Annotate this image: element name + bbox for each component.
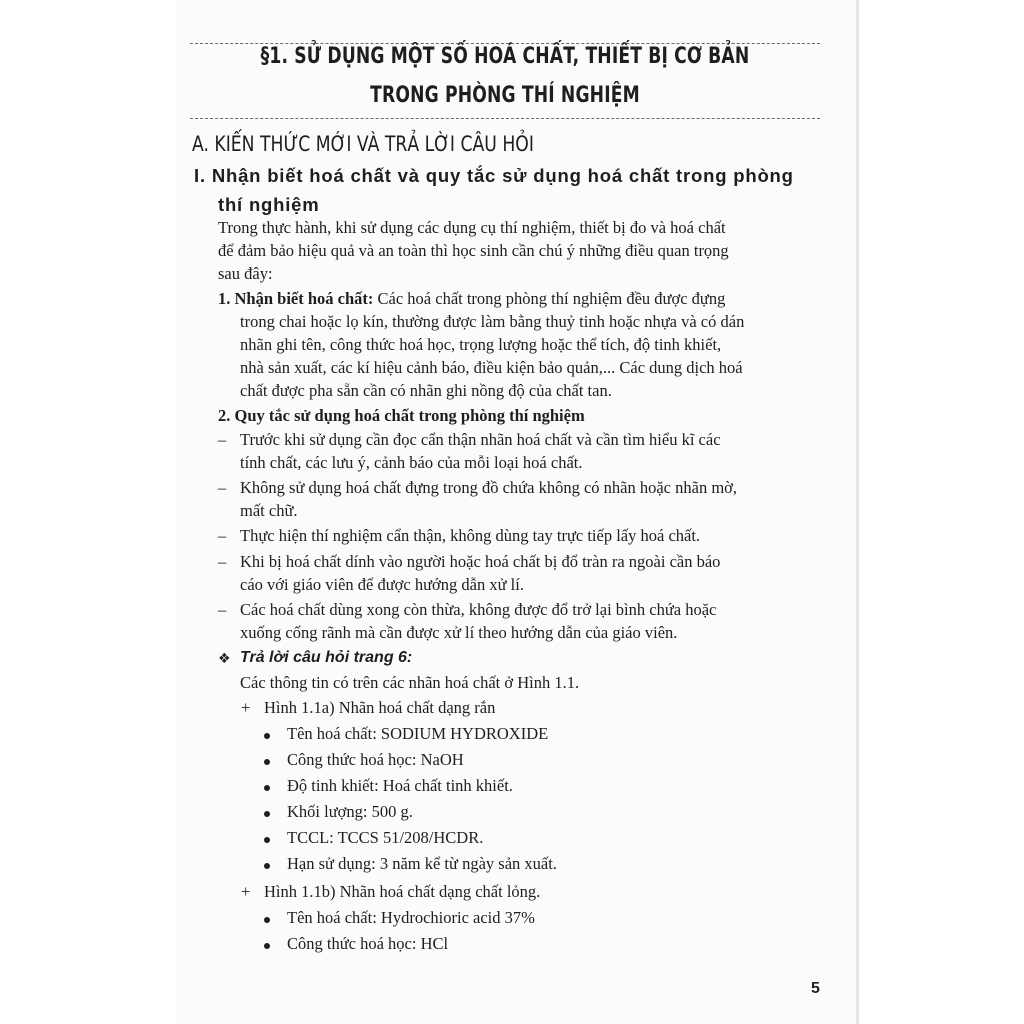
dash-bullet: – bbox=[218, 478, 227, 497]
rule-line: Khi bị hoá chất dính vào người hoặc hoá chất bị đổ tràn ra ngoài cần báo bbox=[240, 552, 721, 571]
figure-a-item: Khối lượng: 500 g. bbox=[287, 802, 413, 821]
answer-intro: Các thông tin có trên các nhãn hoá chất ở Hình 1.1. bbox=[240, 673, 580, 692]
bullet-dot-icon bbox=[264, 759, 270, 765]
dash-bullet: – bbox=[218, 600, 227, 619]
bullet-dot-icon bbox=[264, 943, 270, 949]
rule-line: cáo với giáo viên để được hướng dẫn xử lí. bbox=[240, 575, 524, 594]
rule-line: mất chữ. bbox=[240, 501, 298, 520]
figure-b-item: Công thức hoá học: HCl bbox=[287, 934, 449, 953]
lesson-title-line-1: §1. SỬ DỤNG MỘT SỐ HOÁ CHẤT, THIẾT BỊ CƠ BẢN bbox=[260, 44, 750, 69]
section-i-heading-line-1: I. Nhận biết hoá chất và quy tắc sử dụng hoá chất trong phòng bbox=[194, 165, 794, 186]
dash-bullet: – bbox=[218, 552, 227, 571]
rule-line: Thực hiện thí nghiệm cẩn thận, không dùng tay trực tiếp lấy hoá chất. bbox=[240, 526, 701, 545]
dash-bullet: – bbox=[218, 430, 227, 449]
bottom-dashed-rule bbox=[190, 118, 820, 119]
figure-a-item: Tên hoá chất: SODIUM HYDROXIDE bbox=[287, 724, 549, 743]
figure-b-caption: Hình 1.1b) Nhãn hoá chất dạng chất lỏng. bbox=[264, 882, 541, 901]
item2-heading: 2. Quy tắc sử dụng hoá chất trong phòng thí nghiệm bbox=[218, 406, 585, 425]
intro-line: Trong thực hành, khi sử dụng các dụng cụ thí nghiệm, thiết bị đo và hoá chất bbox=[218, 218, 726, 237]
figure-a-item: Công thức hoá học: NaOH bbox=[287, 750, 464, 769]
section-i-heading-line-2: thí nghiệm bbox=[218, 194, 320, 215]
figure-a-caption: Hình 1.1a) Nhãn hoá chất dạng rắn bbox=[264, 698, 496, 717]
section-a-heading: A. KIẾN THỨC MỚI VÀ TRẢ LỜI CÂU HỎI bbox=[192, 132, 534, 156]
plus-bullet: + bbox=[241, 882, 251, 901]
item1-heading: 1. Nhận biết hoá chất: bbox=[218, 289, 374, 308]
figure-a-item: Hạn sử dụng: 3 năm kể từ ngày sản xuất. bbox=[287, 854, 557, 873]
lesson-title-line-2: TRONG PHÒNG THÍ NGHIỆM bbox=[370, 83, 640, 108]
bullet-dot-icon bbox=[264, 733, 270, 739]
plus-bullet: + bbox=[241, 698, 251, 717]
rule-line: Trước khi sử dụng cần đọc cẩn thận nhãn hoá chất và cần tìm hiểu kĩ các bbox=[240, 430, 721, 449]
item1-line: trong chai hoặc lọ kín, thường được làm bằng thuỷ tinh hoặc nhựa và có dán bbox=[240, 312, 745, 331]
bullet-dot-icon bbox=[264, 811, 270, 817]
bullet-dot-icon bbox=[264, 917, 270, 923]
page-number: 5 bbox=[811, 980, 820, 997]
intro-line: để đảm bảo hiệu quả và an toàn thì học sinh cần chú ý những điều quan trọng bbox=[218, 241, 729, 260]
item1-first-line bbox=[218, 289, 725, 309]
item1-line: chất được pha sẵn cần có nhãn ghi nồng độ của chất tan. bbox=[240, 381, 612, 400]
rule-line: Không sử dụng hoá chất đựng trong đồ chứa không có nhãn hoặc nhãn mờ, bbox=[240, 478, 737, 497]
figure-a-item: TCCL: TCCS 51/208/HCDR. bbox=[287, 828, 484, 847]
rule-line: Các hoá chất dùng xong còn thừa, không được đổ trở lại bình chứa hoặc bbox=[240, 600, 717, 619]
rule-line: xuống cống rãnh mà cần được xử lí theo hướng dẫn của giáo viên. bbox=[240, 623, 678, 642]
figure-b-item: Tên hoá chất: Hydrochioric acid 37% bbox=[287, 908, 535, 927]
rule-line: tính chất, các lưu ý, cảnh báo của mỗi loại hoá chất. bbox=[240, 453, 583, 472]
bullet-dot-icon bbox=[264, 837, 270, 843]
item1-line: nhãn ghi tên, công thức hoá học, trọng lượng hoặc thể tích, độ tinh khiết, bbox=[240, 335, 722, 354]
diamond-bullet-icon: ❖ bbox=[218, 651, 231, 667]
bullet-dot-icon bbox=[264, 863, 270, 869]
bullet-dot-icon bbox=[264, 785, 270, 791]
figure-a-item: Độ tinh khiết: Hoá chất tinh khiết. bbox=[287, 776, 513, 795]
intro-line: sau đây: bbox=[218, 264, 273, 283]
item1-line: nhà sản xuất, các kí hiệu cảnh báo, điều kiện bảo quản,... Các dung dịch hoá bbox=[240, 358, 743, 377]
answer-heading: Trả lời câu hỏi trang 6: bbox=[240, 649, 413, 666]
item1-text: Các hoá chất trong phòng thí nghiệm đều được đựng bbox=[373, 289, 726, 308]
dash-bullet: – bbox=[218, 526, 227, 545]
